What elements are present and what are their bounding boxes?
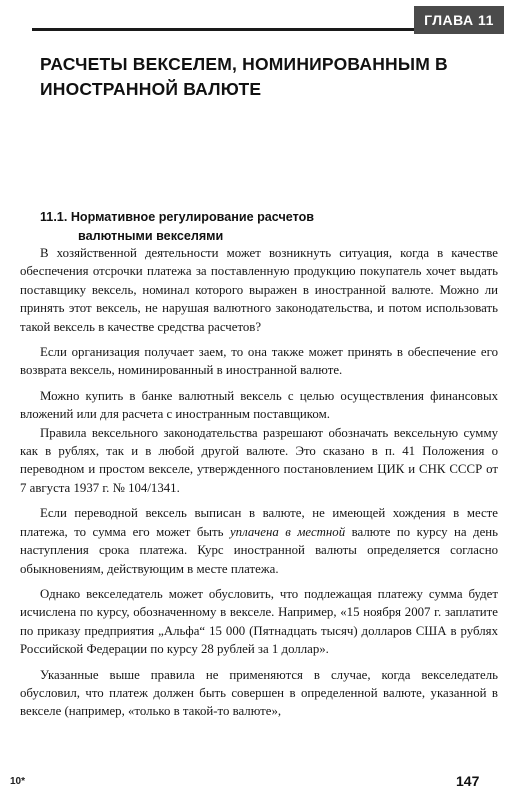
section-heading [40, 208, 480, 246]
printer-signature: 10* [10, 776, 26, 787]
paragraph-7: Указанные выше правила не применяются в случае, когда векселедатель обусловил, что платеж должен быть совершен в определенной валюте, указанной в векселе (например, «только в такой-то валюте», [20, 667, 498, 719]
chapter-title: РАСЧЕТЫ ВЕКСЕЛЕМ, НОМИНИРОВАННЫМ В ИНОСТРАННОЙ ВАЛЮТЕ [40, 54, 448, 99]
paragraph-5-start: Если переводной вексель выписан в валюте, не имеющей хождения в месте платежа, то сумма его может быть [20, 506, 498, 539]
paragraph-5-emphasis: уплачена в местной [229, 524, 346, 539]
paragraph-3: Можно купить в банке валютный вексель с целью осуществления финансовых вложений или для расчета с иностранным поставщиком. [20, 388, 498, 422]
body-text [20, 244, 498, 721]
paragraph-2: Если организация получает заем, то она также может принять в обеспечение его возврата вексель, номинированный в иностранной валюте. [20, 345, 498, 378]
paragraph-5 [20, 504, 498, 578]
header-rule [32, 28, 414, 31]
section-heading-line-1: 11.1. Нормативное регулирование расчетов [40, 210, 315, 224]
section-heading-line-2: валютными векселями [78, 229, 224, 243]
paragraph-4: Правила вексельного законодательства разрешают обозначать вексельную сумму как в рублях, так и в любой другой валюте. Это сказано в п. 41 Положения о переводном и простом векселе, утвержденного постановлением ЦИК и СНК СССР от 7 августа 1937 г. № 104/1341. [20, 425, 498, 495]
running-header [0, 0, 508, 40]
paragraph-1: В хозяйственной деятельности может возникнуть ситуация, когда в качестве обеспечения отсрочки платежа за поставленную продукцию покупатель хочет выдать поставщику вексель, номинал которого выражен в иностранной валюте. Можно ли принять этот вексель, не нарушая валютного законодательства, и потом использовать такой вексель в качестве средства расчетов? [20, 246, 498, 334]
paragraph-5-end: валюте по курсу на день наступления срока платежа. Курс иностранной валюты определяется согласно обыкновениям, действующим в месте платежа. [20, 524, 498, 576]
page-number: 147 [456, 773, 480, 789]
paragraph-6: Однако векселедатель может обусловить, что подлежащая платежу сумма будет исчислена по курсу, обозначенному в векселе. Например, «15 ноября 2007 г. заплатите по приказу предприятия „Альфа“ 15 000 (Пятнадцать тысяч) долларов США в рублях Российской Федерации по курсу 28 рублей за 1 доллар». [20, 586, 498, 657]
chapter-label: ГЛАВА 11 [414, 6, 504, 34]
